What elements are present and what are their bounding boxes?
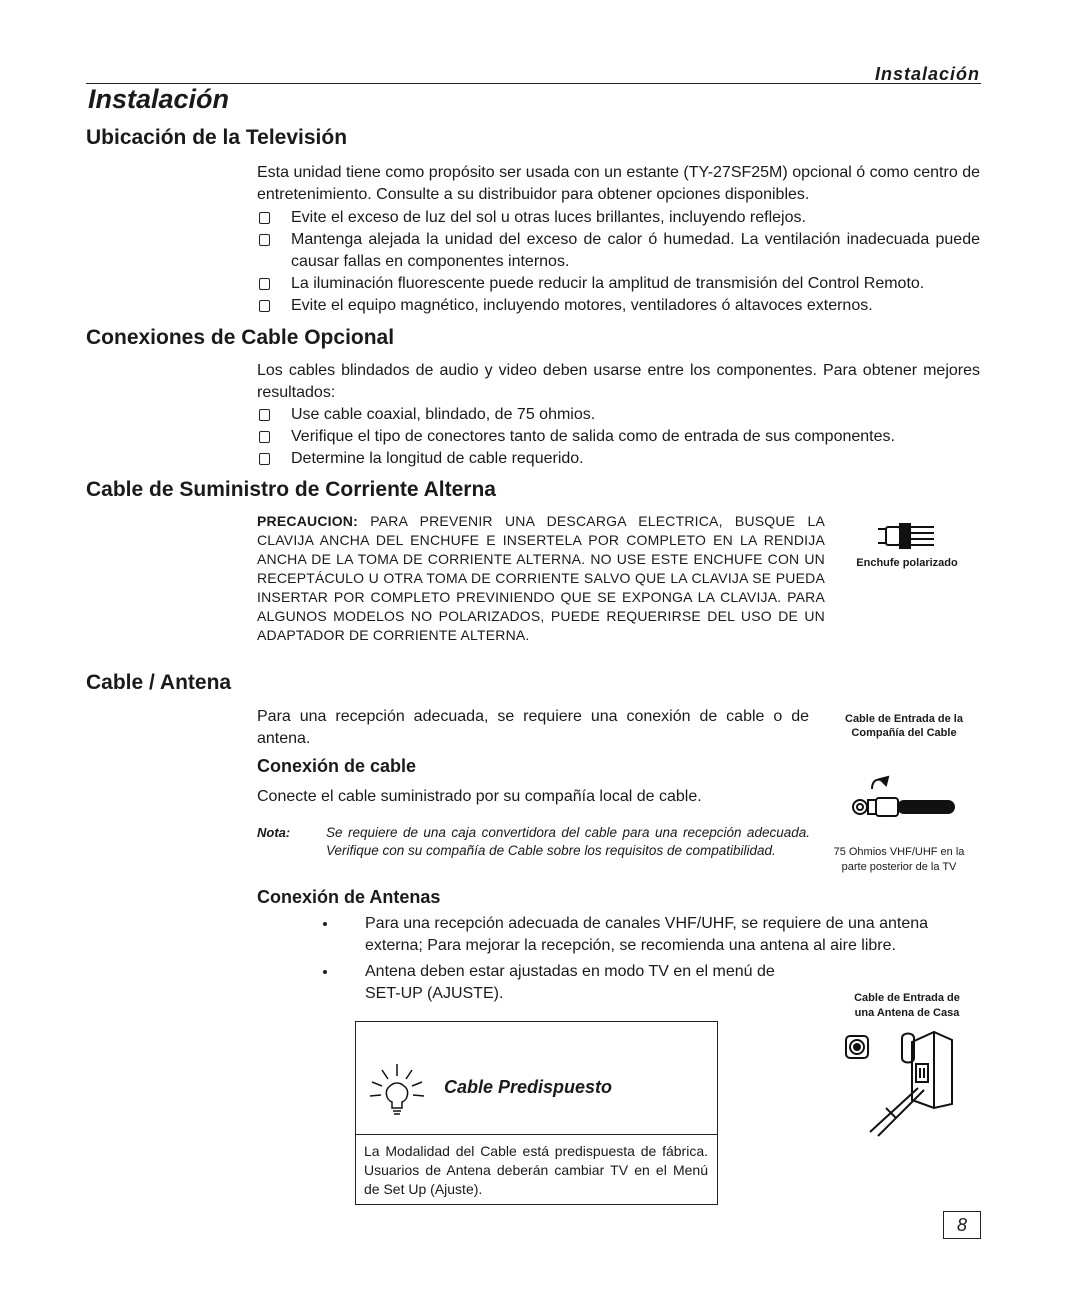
list-item: Use cable coaxial, blindado, de 75 ohmios. <box>257 404 980 426</box>
checkbox-bullet-icon <box>259 234 270 246</box>
bullet-list-conexiones <box>257 404 980 470</box>
running-header: Instalación <box>874 64 980 84</box>
plug-caption: Enchufe polarizado <box>856 557 958 569</box>
vhf-caption-line2: parte posterior de la TV <box>841 861 957 873</box>
list-item: Verifique el tipo de conectores tanto de salida como de entrada de sus componentes. <box>257 426 980 448</box>
coax-connector-icon <box>850 773 962 819</box>
subsection-title-cable: Conexión de cable <box>257 756 417 776</box>
list-item: Determine la longitud de cable requerido. <box>257 448 980 470</box>
bullet-dot-icon <box>323 970 327 974</box>
vhf-caption-line1: 75 Ohmios VHF/UHF en la <box>833 846 965 858</box>
tip-box <box>355 1021 718 1205</box>
polarized-plug-icon <box>872 519 942 551</box>
light-bulb-icon <box>366 1060 430 1116</box>
antenna-wall-plate-icon <box>840 1028 965 1140</box>
section-title-cable-antena: Cable / Antena <box>86 671 232 694</box>
bullet-list-ubicacion <box>257 207 980 317</box>
checkbox-bullet-icon <box>259 300 270 312</box>
note-label: Nota: <box>257 825 291 840</box>
checkbox-bullet-icon <box>259 409 270 421</box>
list-item: Para una recepción adecuada de canales VHF/UHF, se requiere de una antena externa; Para mejorar la recepción, se recomienda una antena al aire libre. <box>321 913 981 957</box>
list-item: Evite el exceso de luz del sol u otras luces brillantes, incluyendo reflejos. <box>257 207 980 229</box>
subsection-title-antenas: Conexión de Antenas <box>257 887 441 907</box>
caution-text <box>257 512 825 645</box>
tip-body: La Modalidad del Cable está predispuesta de fábrica. Usuarios de Antena deberán cambiar TV en el Menú de Set Up (Ajuste). <box>364 1143 708 1197</box>
list-item: La iluminación fluorescente puede reducir la amplitud de transmisión del Control Remoto. <box>257 273 980 295</box>
section-intro-ubicacion: Esta unidad tiene como propósito ser usada con un estante (TY-27SF25M) opcional ó como centro de entretenimiento. Consulte a su distribuidor para obtener opciones disponibles. <box>257 164 980 203</box>
section-title-ubicacion: Ubicación de la Televisión <box>86 126 348 149</box>
list-item: Antena deben estar ajustadas en modo TV en el menú de SET-UP (AJUSTE). <box>321 961 777 1005</box>
checkbox-bullet-icon <box>259 278 270 290</box>
cable-in-caption-line1: Cable de Entrada de la <box>845 713 963 725</box>
section-intro-cable-antena: Para una recepción adecuada, se requiere una conexión de cable o de antena. <box>257 708 809 747</box>
tip-header <box>356 1022 717 1135</box>
list-item: Evite el equipo magnético, incluyendo motores, ventiladores ó altavoces externos. <box>257 295 980 317</box>
section-intro-conexiones: Los cables blindados de audio y video deben usarse entre los componentes. Para obtener mejores resultados: <box>257 362 980 401</box>
caution-label: PRECAUCION: <box>257 513 358 529</box>
cable-connection-text: Conecte el cable suministrado por su compañía local de cable. <box>257 788 702 805</box>
tip-title: Cable Predispuesto <box>444 1077 613 1097</box>
cable-in-caption-line2: Compañía del Cable <box>851 727 957 739</box>
checkbox-bullet-icon <box>259 453 270 465</box>
antenna-caption-line1: Cable de Entrada de <box>854 992 960 1004</box>
note-text: Se requiere de una caja convertidora del cable para una recepción adecuada. Verifique con su compañía de Cable sobre los requisitos de compatibilidad. <box>326 825 810 858</box>
caution-body: PARA PREVENIR UNA DESCARGA ELECTRICA, BUSQUE LA CLAVIJA ANCHA DEL ENCHUFE E INSERTELA POR COMPLETO EN LA RENDIJA ANCHA DE LA TOMA DE CORRIENTE ALTERNA. NO USE ESTE ENCHUFE CON UN RECEPTÁCULO U OTRA TOMA DE CORRIENTE SALVO QUE LA CLAVIJA SE PUEDA INSERTAR POR COMPLETO PREVINIENDO QUE SE EXPONGA LA CLAVIJA. PARA ALGUNOS MODELOS NO POLARIZADOS, PUEDE REQUERIRSE DEL USO DE UN ADAPTADOR DE CORRIENTE ALTERNA. <box>257 513 825 643</box>
checkbox-bullet-icon <box>259 431 270 443</box>
page-title: Instalación <box>88 84 230 114</box>
page-number: 8 <box>943 1211 981 1239</box>
section-title-corriente: Cable de Suministro de Corriente Alterna <box>86 478 496 501</box>
bullet-dot-icon <box>323 922 327 926</box>
antenna-caption-line2: una Antena de Casa <box>854 1007 960 1019</box>
section-title-conexiones: Conexiones de Cable Opcional <box>86 326 395 349</box>
checkbox-bullet-icon <box>259 212 270 224</box>
list-item: Mantenga alejada la unidad del exceso de calor ó humedad. La ventilación inadecuada puede causar fallas en componentes internos. <box>257 229 980 273</box>
